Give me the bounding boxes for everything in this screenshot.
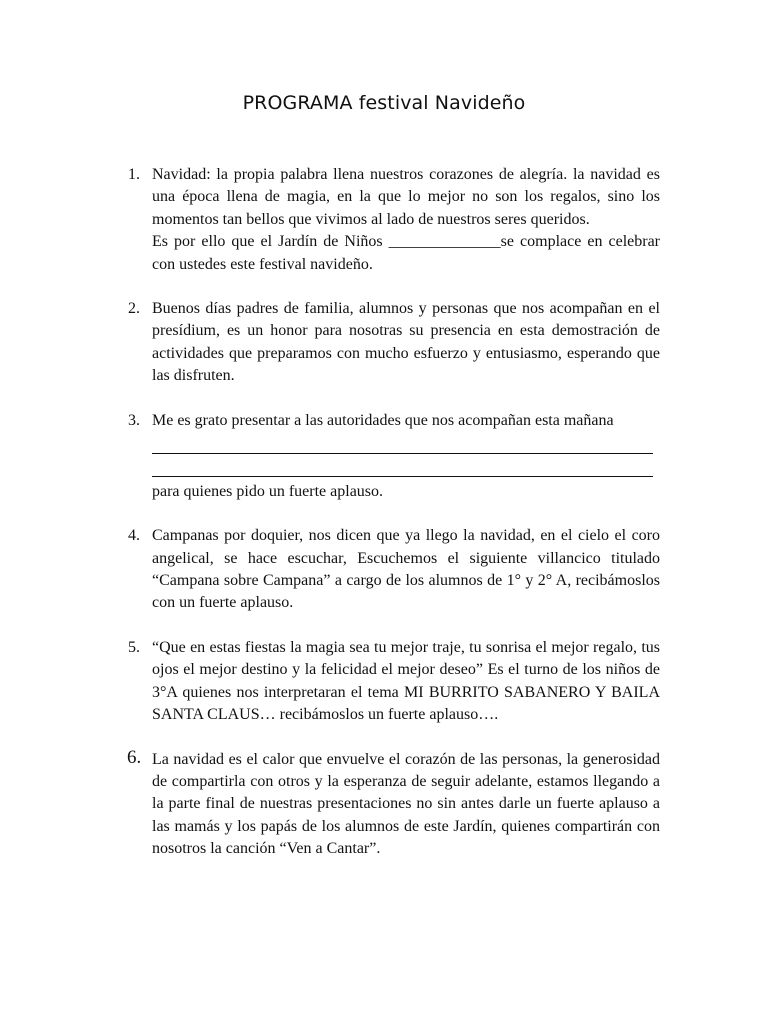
list-item — [127, 746, 660, 861]
item-paragraph: La navidad es el calor que envuelve el corazón de las personas, la generosidad de compartirla con otros y la esperanza de seguir adelante, estamos llegando a la parte final de nuestras presentaciones no sin antes darle un fuerte aplauso a las mamás y los papás de los alumnos de este Jardín, quienes compartirán con nosotros la canción “Ven a Cantar”. — [152, 750, 660, 858]
item-number: 2. — [128, 300, 140, 318]
page-title: PROGRAMA festival Navideño — [242, 92, 526, 114]
list-item — [128, 298, 660, 388]
list-item — [128, 637, 660, 727]
program-list — [127, 164, 660, 883]
item-number: 3. — [128, 411, 140, 429]
item-paragraph: para quienes pido un fuerte aplauso. — [152, 482, 384, 500]
blank-line — [152, 432, 653, 454]
item-paragraph: Navidad: la propia palabra llena nuestros corazones de alegría. la navidad es una época llena de magia, en la que lo mejor no son los regalos, sino los momentos tan bellos que vivimos al lado de nuestros seres queridos. — [152, 166, 660, 228]
item-paragraph: Me es grato presentar a las autoridades que nos acompañan esta mañana — [152, 411, 614, 429]
blank-line — [152, 454, 653, 476]
list-item — [128, 410, 660, 504]
item-paragraph: Buenos días padres de familia, alumnos y personas que nos acompañan en el presídium, es un honor para nosotras su presencia en esta demostración de actividades que preparamos con mucho esfuerzo y entusiasmo, esperando que las disfruten. — [152, 300, 660, 385]
list-item — [128, 525, 660, 615]
item-paragraph: Campanas por doquier, nos dicen que ya llego la navidad, en el cielo el coro angelical, se hace escuchar, Escuchemos el siguiente villancico titulado “Campana sobre Campana” a cargo de los alumnos de 1° y 2° A, recibámoslos con un fuerte aplauso. — [152, 527, 660, 612]
item-number: 5. — [128, 638, 140, 656]
item-number: 4. — [128, 527, 140, 545]
list-item — [128, 164, 660, 276]
item-paragraph: Es por ello que el Jardín de Niños ______________se complace en celebrar con ustedes este festival navideño. — [152, 233, 660, 273]
item-paragraph: “Que en estas fiestas la magia sea tu mejor traje, tu sonrisa el mejor regalo, tus ojos el mejor destino y la felicidad el mejor deseo” Es el turno de los niños de 3°A quienes nos interpretaran el tema MI BURRITO SABANERO Y BAILA SANTA CLAUS… recibámoslos un fuerte aplauso…. — [152, 638, 660, 724]
item-number: 6. — [127, 746, 142, 768]
item-number: 1. — [128, 166, 140, 183]
